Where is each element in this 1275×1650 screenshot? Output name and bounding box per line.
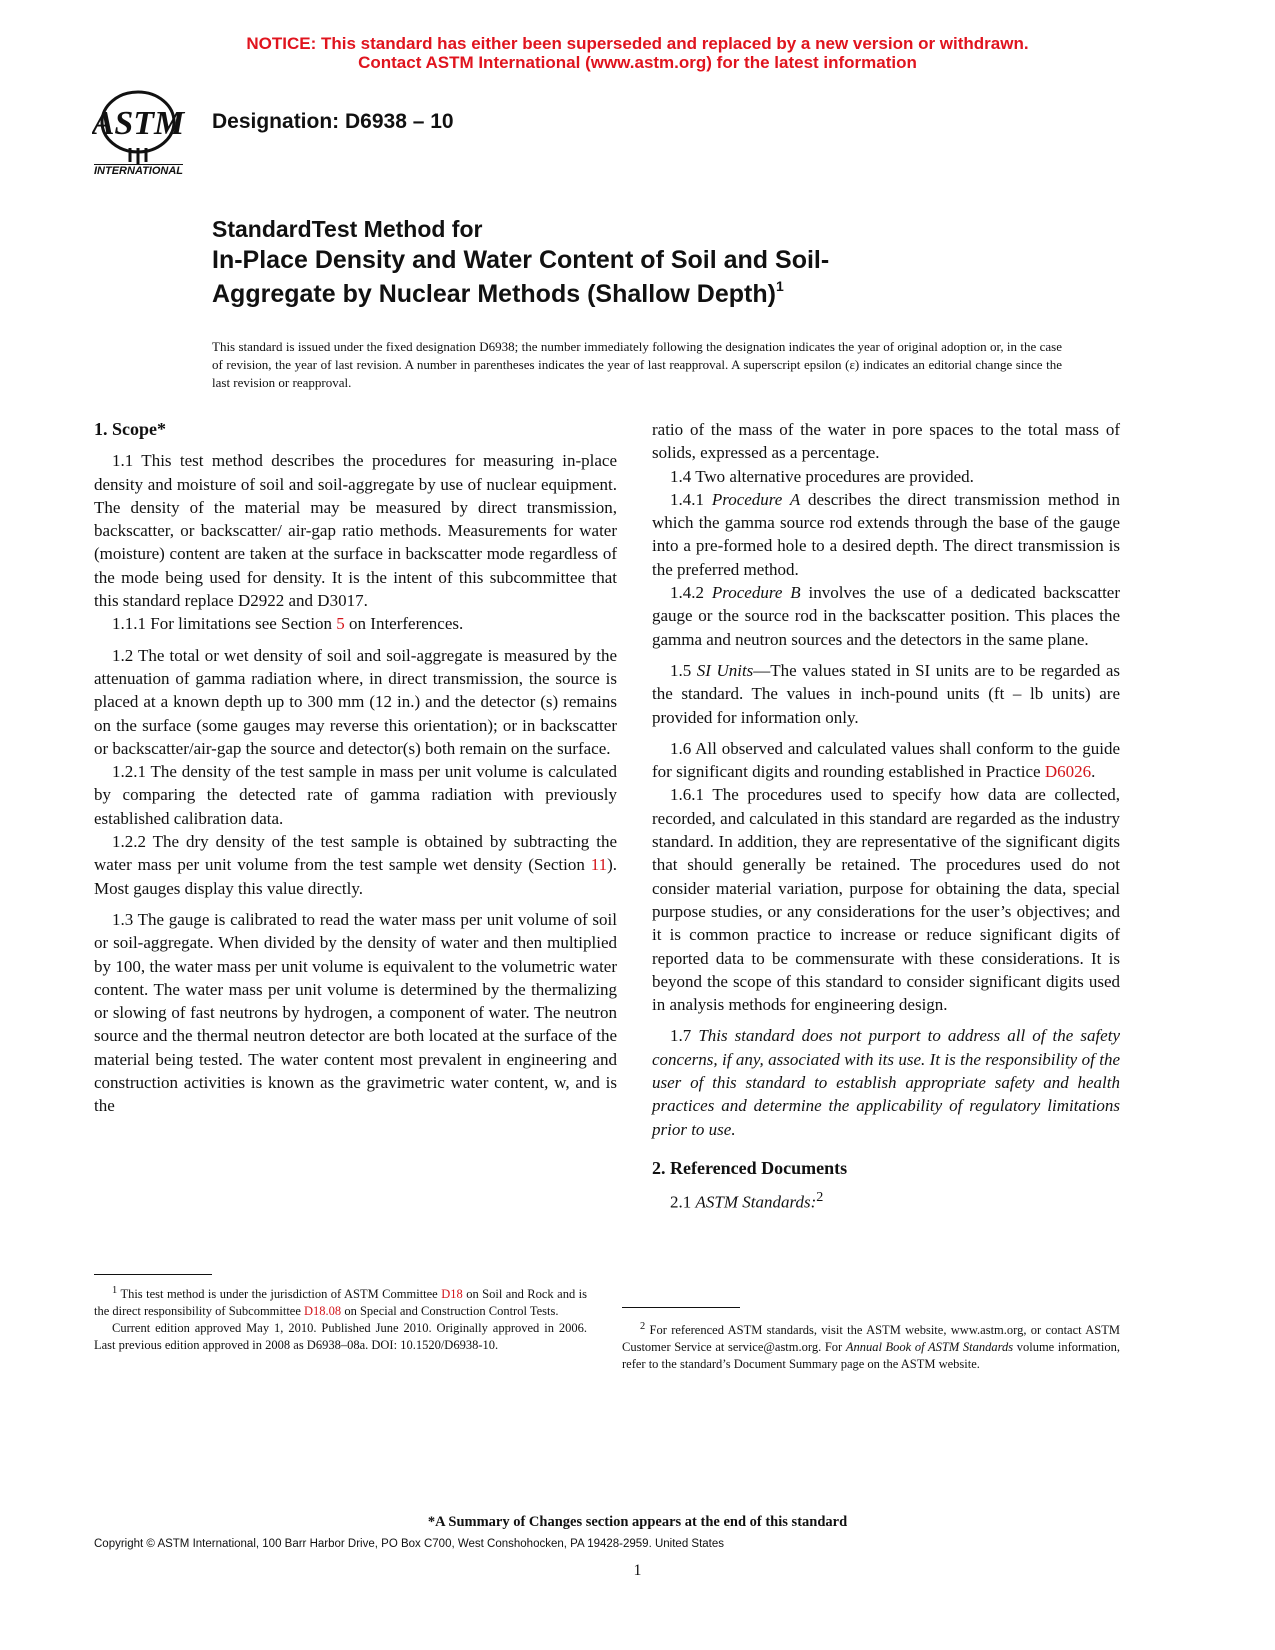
para-1-4-2-text: involves the use of a dedicated backscatter gauge or the source rod in the backscatter position. This places the gamma and neutron sources and the detectors in the same plane.: [652, 583, 1121, 649]
footnote-1-edition: Current edition approved May 1, 2010. Published June 2010. Originally approved in 2006. Last previous edition approved in 2008 as D6938–08a. DOI: 10.1520/D6938-10.: [94, 1321, 587, 1353]
para-1-2-2-tail: ). Most gauges display this value directly.: [94, 855, 617, 898]
para-1-7: [652, 1024, 1120, 1140]
footnote-1-text: This test method is under the jurisdiction of ASTM Committee: [117, 1287, 442, 1302]
section-5-link[interactable]: 5: [336, 614, 345, 634]
footnote-1-text-3: on Special and Construction Control Tests.: [341, 1304, 559, 1319]
para-1-4-2-num: 1.4.2: [670, 583, 712, 603]
left-column: [94, 418, 617, 1118]
para-1-2-2-text: 1.2.2 The dry density of the test sample is obtained by subtracting the water mass per unit volume from the test sample wet density (Section: [94, 832, 617, 875]
summary-notice: *A Summary of Changes section appears at the end of this standard: [427, 1514, 848, 1530]
section-1-heading: 1. Scope*: [94, 419, 166, 439]
para-1-1-1-text: 1.1.1 For limitations see Section: [112, 614, 337, 634]
footnote-2-text: For referenced ASTM standards, visit the ASTM website, www.astm.org, or contact ASTM Customer Service at service@astm.org. For: [622, 1323, 1120, 1355]
procedure-a-label: Procedure A: [711, 489, 801, 509]
para-1-4-1-text: describes the direct transmission method in which the gamma source rod extends through the base of the gauge into a pre-formed hole to a desired depth. The direct transmission is the preferred method.: [652, 489, 1120, 579]
footnote-rule-left: [94, 1274, 212, 1275]
si-units-label: SI Units: [696, 660, 754, 680]
footnote-2-ref: 2: [816, 1189, 824, 1206]
annual-book-title: Annual Book of ASTM Standards: [845, 1340, 1014, 1355]
title-footnote-mark: 1: [775, 278, 784, 294]
para-1-4: 1.4 Two alternative procedures are provided.: [670, 466, 974, 486]
footnote-1-mark: 1: [112, 1285, 118, 1296]
issue-note: This standard is issued under the fixed designation D6938; the number immediately following the designation indicates the year of original adoption or, in the case of revision, the year of last revision. A number in parentheses indicates the year of last reapproval. A superscript epsilon (ε) indicates an editorial change since the last revision or reapproval.: [212, 339, 1062, 390]
para-1-1-1-tail: on Interferences.: [344, 614, 464, 634]
notice-line-2: Contact ASTM International (www.astm.org) for the latest information: [358, 53, 917, 72]
para-1-3-continued: ratio of the mass of the water in pore spaces to the total mass of solids, expressed as a percentage.: [652, 420, 1120, 463]
para-2-1-num: 2.1: [670, 1192, 696, 1212]
para-1-2: 1.2 The total or wet density of soil and soil-aggregate is measured by the attenuation of gamma radiation where, in direct transmission, the source is placed at a known depth up to 300 mm (12 in.) and the detector (s) remains on the surface (some gauges may reverse this orientation); or in backscatter or backscatter/air-gap the source and detector(s) both remain on the surface.: [94, 645, 617, 758]
para-1-3: 1.3 The gauge is calibrated to read the water mass per unit volume of soil or soil-aggregate. When divided by the density of water and then multiplied by 100, the water mass per unit volume is equivalent to the volumetric water content. The water mass per unit volume is determined by the thermalizing or slowing of fast neutrons by hydrogen, a component of water. The neutron source and the thermal neutron detector are both located at the surface of the material being tested. The water content most prevalent in engineering and construction activities is known as the gravimetric water content, w, and is the: [94, 909, 617, 1116]
para-1-4-1-num: 1.4.1: [670, 489, 712, 509]
notice-line-1: NOTICE: This standard has either been superseded and replaced by a new version or withdrawn.: [246, 34, 1029, 53]
title-line-2: In-Place Density and Water Content of Soil and Soil-: [212, 246, 830, 274]
para-1-5-num: 1.5: [670, 660, 697, 680]
para-1-6-text: 1.6 All observed and calculated values shall conform to the guide for significant digits and rounding established in Practice: [652, 738, 1120, 782]
para-1-1-1: [94, 612, 617, 635]
procedure-b-label: Procedure B: [711, 583, 801, 603]
para-1-1: 1.1 This test method describes the procedures for measuring in-place density and moisture of soil and soil-aggregate by use of nuclear equipment. The density of the material may be measured by direct transmission, backscatter, or backscatter/ air-gap ratio methods. Measurements for water (moisture) content are taken at the surface in backscatter mode regardless of the mode being used for density. It is the intent of this subcommittee that this standard replace D2922 and D3017.: [94, 451, 617, 611]
para-1-4-1: [652, 488, 1120, 581]
svg-text:ASTM: ASTM: [92, 105, 185, 142]
subcommittee-d18-08-link[interactable]: D18.08: [304, 1304, 342, 1319]
d6026-link[interactable]: D6026: [1044, 762, 1092, 782]
footnote-1: [94, 1282, 587, 1354]
para-1-6-1: 1.6.1 The procedures used to specify how data are collected, recorded, and calculated in this standard are regarded as the industry standard. In addition, they are representative of the significant digits that should generally be retained. The procedures used do not consider material variation, purpose for obtaining the data, special purpose studies, or any considerations for the user’s objectives; and it is common practice to increase or reduce significant digits of reported data to be commensurate with these considerations. It is beyond the scope of this standard to consider significant digits used in analysis methods for engineering design.: [652, 785, 1120, 1015]
title-line-3-text: Aggregate by Nuclear Methods (Shallow Depth): [212, 280, 776, 308]
committee-d18-link[interactable]: D18: [441, 1287, 463, 1302]
designation: Designation: D6938 – 10: [212, 110, 454, 133]
astm-standards-label: ASTM Standards:: [695, 1192, 817, 1212]
para-1-7-num: 1.7: [670, 1026, 699, 1046]
para-2-1: [652, 1186, 1120, 1214]
para-1-2-2: [94, 830, 617, 900]
para-1-6-tail: .: [1091, 762, 1096, 782]
footnote-2: [622, 1318, 1120, 1373]
para-1-5-text: —The values stated in SI units are to be regarded as the standard. The values in inch-pound units (ft – lb units) are provided for information only.: [652, 660, 1120, 727]
para-1-7-text: This standard does not purport to address all of the safety concerns, if any, associated with its use. It is the responsibility of the user of this standard to establish appropriate safety and health practices and determine the applicability of regulatory limitations prior to use.: [652, 1026, 1120, 1139]
para-1-4-2: [652, 581, 1120, 651]
footnote-rule-right: [622, 1307, 740, 1308]
title-line-1: StandardTest Method for: [212, 216, 483, 242]
para-1-5: [652, 659, 1120, 729]
section-2-heading: 2. Referenced Documents: [652, 1157, 848, 1178]
section-11-link[interactable]: 11: [590, 855, 608, 875]
page-number: 1: [633, 1562, 642, 1579]
footnote-2-mark: 2: [640, 1321, 646, 1332]
right-column: [652, 418, 1120, 1214]
footnote-2-tail: volume information, refer to the standard’s Document Summary page on the ASTM website.: [622, 1340, 1120, 1372]
para-1-6: [652, 737, 1120, 784]
astm-logo: [92, 86, 202, 182]
copyright: Copyright © ASTM International, 100 Barr Harbor Drive, PO Box C700, West Conshohocken, PA 19428-2959. United States: [94, 1538, 725, 1550]
logo-text: INTERNATIONAL: [94, 165, 184, 177]
footnote-1-text-2: on Soil and Rock and is the direct responsibility of Subcommittee: [94, 1287, 588, 1319]
title-line-3: [212, 280, 784, 309]
para-1-2-1: 1.2.1 The density of the test sample in mass per unit volume is calculated by comparing the detected rate of gamma radiation with previously established calibration data.: [94, 762, 617, 828]
